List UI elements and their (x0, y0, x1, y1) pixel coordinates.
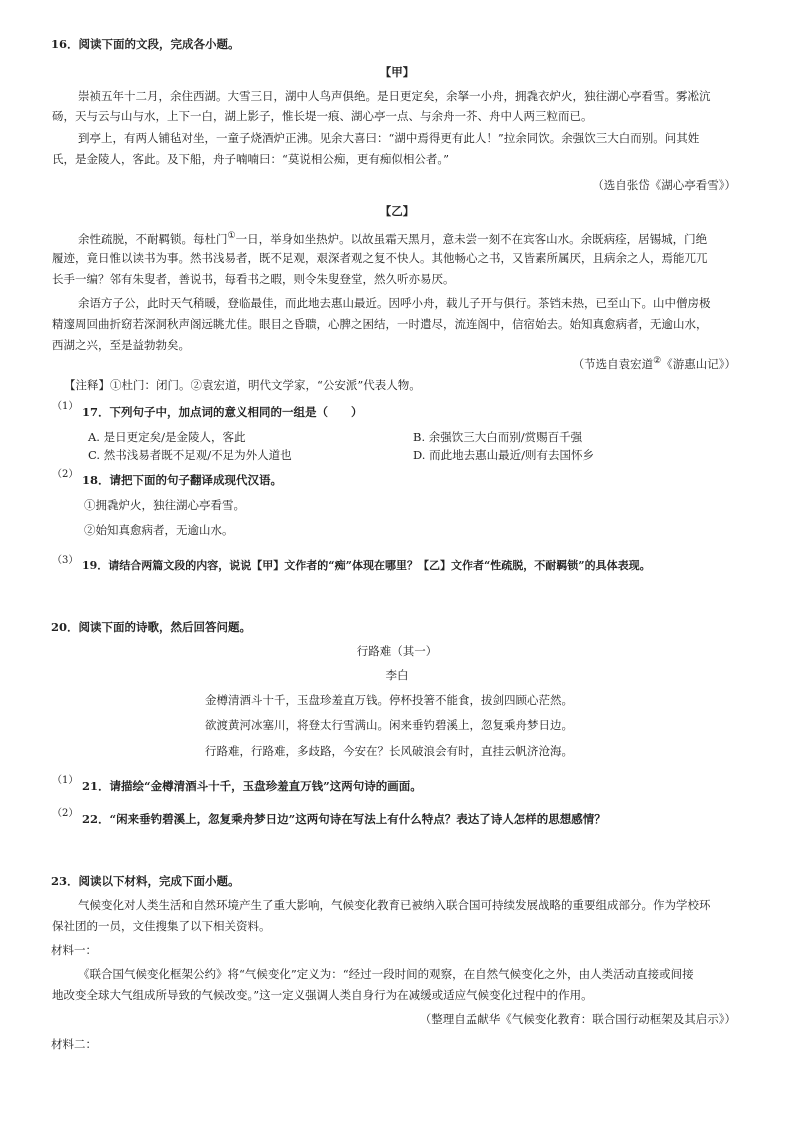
yi-p2-line3: 西湖之兴，至是益勃勃矣。 (52, 338, 190, 352)
jia-source: （选自张岱《湖心亭看雪》） (592, 178, 736, 192)
q18-item-1: ①拥毳炉火，独往湖心亭看雪。 (84, 498, 245, 512)
jia-title: 【甲】 (379, 65, 415, 79)
material-2-label: 材料二： (51, 1037, 97, 1051)
poem-title: 行路难（其一） (356, 644, 438, 658)
yi-p1-line3: 长手一编？邻有朱叟者，善说书，每看书之暇，则令朱叟登堂，然久听亦易厌。 (52, 272, 455, 286)
jia-p2-line2: 氏，是金陵人，客此。及下船，舟子喃喃曰：“莫说相公痴，更有痴似相公者。” (52, 152, 450, 166)
q17-stem: 17．下列句子中，加点词的意义相同的一组是（ ） (82, 405, 363, 419)
footnote-ref-1: ① (227, 231, 236, 241)
q20-sub1-number: （1） (52, 775, 79, 786)
q16-sub2-number: （2） (52, 469, 79, 480)
poem-line-3: 行路难，行路难，多歧路，今安在？长风破浪会有时，直挂云帆济沧海。 (205, 744, 573, 758)
material-1-label: 材料一： (51, 943, 97, 957)
yi-p2-line2: 精邃周回曲折窈若深洞秋声阁远眺尤佳。眼目之昏聩，心脾之困结，一时遣尽，流连阁中，信宿始去。始知真愈病者，无逾山水， (52, 317, 708, 331)
q23-heading: 23．阅读以下材料，完成下面小题。 (51, 874, 240, 888)
q16-sub1-number: （1） (52, 401, 79, 412)
yi-p1-line1 (78, 228, 707, 247)
q20-heading: 20．阅读下面的诗歌，然后回答问题。 (51, 620, 252, 634)
q16-heading: 16．阅读下面的文段，完成各小题。 (51, 37, 240, 51)
yi-p1-line2: 履迹，竟日惟以读书为事。然书浅易者，既不足观，艰深者观之复不快人。其他畅心之书，又皆素所属厌，且病余之人，焉能兀兀 (52, 251, 708, 265)
material-1-line1: 《联合国气候变化框架公约》将“气候变化”定义为：“经过一段时间的观察，在自然气候变化之外，由人类活动直接或间接 (78, 967, 694, 981)
q17-option-d[interactable]: D. 而此地去惠山最近/则有去国怀乡 (413, 448, 594, 462)
yi-p1-line1-a: 余性疏脱，不耐羁锁。每杜门 (78, 231, 228, 246)
q20-sub2-number: （2） (52, 808, 79, 819)
q23-intro-line1: 气候变化对人类生活和自然环境产生了重大影响，气候变化教育已被纳入联合国可持续发展战略的重要组成部分。作为学校环 (78, 898, 711, 912)
yi-title: 【乙】 (379, 204, 415, 218)
jia-p2-line1: 到亭上，有两人铺毡对坐，一童子烧酒炉正沸。见余大喜曰：“湖中焉得更有此人！”拉余同饮。余强饮三大白而别。问其姓 (78, 131, 700, 145)
yi-source-b: 《游惠山记》） (661, 356, 736, 371)
material-1-line2: 地改变全球大气组成所导致的气候改变。”这一定义强调人类自身行为在减缓或适应气候变化过程中的作用。 (52, 988, 593, 1002)
q21-stem: 21．请描绘“金樽清酒斗十千，玉盘珍羞直万钱”这两句诗的画面。 (82, 779, 422, 793)
poem-author: 李白 (385, 668, 409, 682)
q17-option-b[interactable]: B. 余强饮三大白而别/赏赐百千强 (413, 430, 583, 444)
poem-line-1: 金樽清酒斗十千，玉盘珍羞直万钱。停杯投箸不能食，拔剑四顾心茫然。 (205, 693, 573, 707)
q17-option-c[interactable]: C. 然书浅易者既不足观/不足为外人道也 (88, 448, 292, 462)
footnotes: 【注释】①杜门：闭门。②袁宏道，明代文学家，“公安派”代表人物。 (64, 378, 421, 392)
poem-line-2: 欲渡黄河冰塞川，将登太行雪满山。闲来垂钓碧溪上，忽复乘舟梦日边。 (205, 718, 573, 732)
q16-sub3-number: （3） (52, 555, 79, 566)
yi-source (573, 353, 736, 372)
yi-source-a: （节选自袁宏道 (572, 356, 654, 371)
q19-stem: 19．请结合两篇文段的内容，说说【甲】文作者的“痴”体现在哪里？【乙】文作者“性疏脱，不耐羁锁”的具体表现。 (82, 559, 651, 572)
q18-stem: 18．请把下面的句子翻译成现代汉语。 (82, 473, 283, 487)
yi-p1-line1-b: 一日，举身如坐热炉。以故虽霜天黑月，意未尝一刻不在宾客山水。余既病痊，居锡城，门绝 (235, 231, 708, 246)
footnote-ref-2: ② (653, 356, 662, 366)
q17-option-a[interactable]: A. 是日更定矣/是金陵人，客此 (88, 430, 246, 444)
material-1-source: （整理自孟献华《气候变化教育：联合国行动框架及其启示》） (419, 1012, 736, 1026)
q22-stem: 22．“闲来垂钓碧溪上，忽复乘舟梦日边”这两句诗在写法上有什么特点？表达了诗人怎样的思想感情？ (82, 812, 606, 826)
q23-intro-line2: 保社团的一员，文佳搜集了以下相关资料。 (52, 919, 271, 933)
yi-p2-line1: 余语方子公，此时天气稍暖，登临最佳，而此地去惠山最近。因呼小舟，载儿子开与俱行。茶铛未热，已至山下。山中僧房极 (78, 296, 711, 310)
jia-p1-line1: 崇祯五年十二月，余住西湖。大雪三日，湖中人鸟声俱绝。是日更定矣，余拏一小舟，拥毳衣炉火，独往湖心亭看雪。雾凇沆 (78, 89, 711, 103)
jia-p1-line2: 砀，天与云与山与水，上下一白，湖上影子，惟长堤一痕、湖心亭一点、与余舟一芥、舟中人两三粒而已。 (52, 109, 593, 123)
q18-item-2: ②始知真愈病者，无逾山水。 (84, 523, 234, 537)
